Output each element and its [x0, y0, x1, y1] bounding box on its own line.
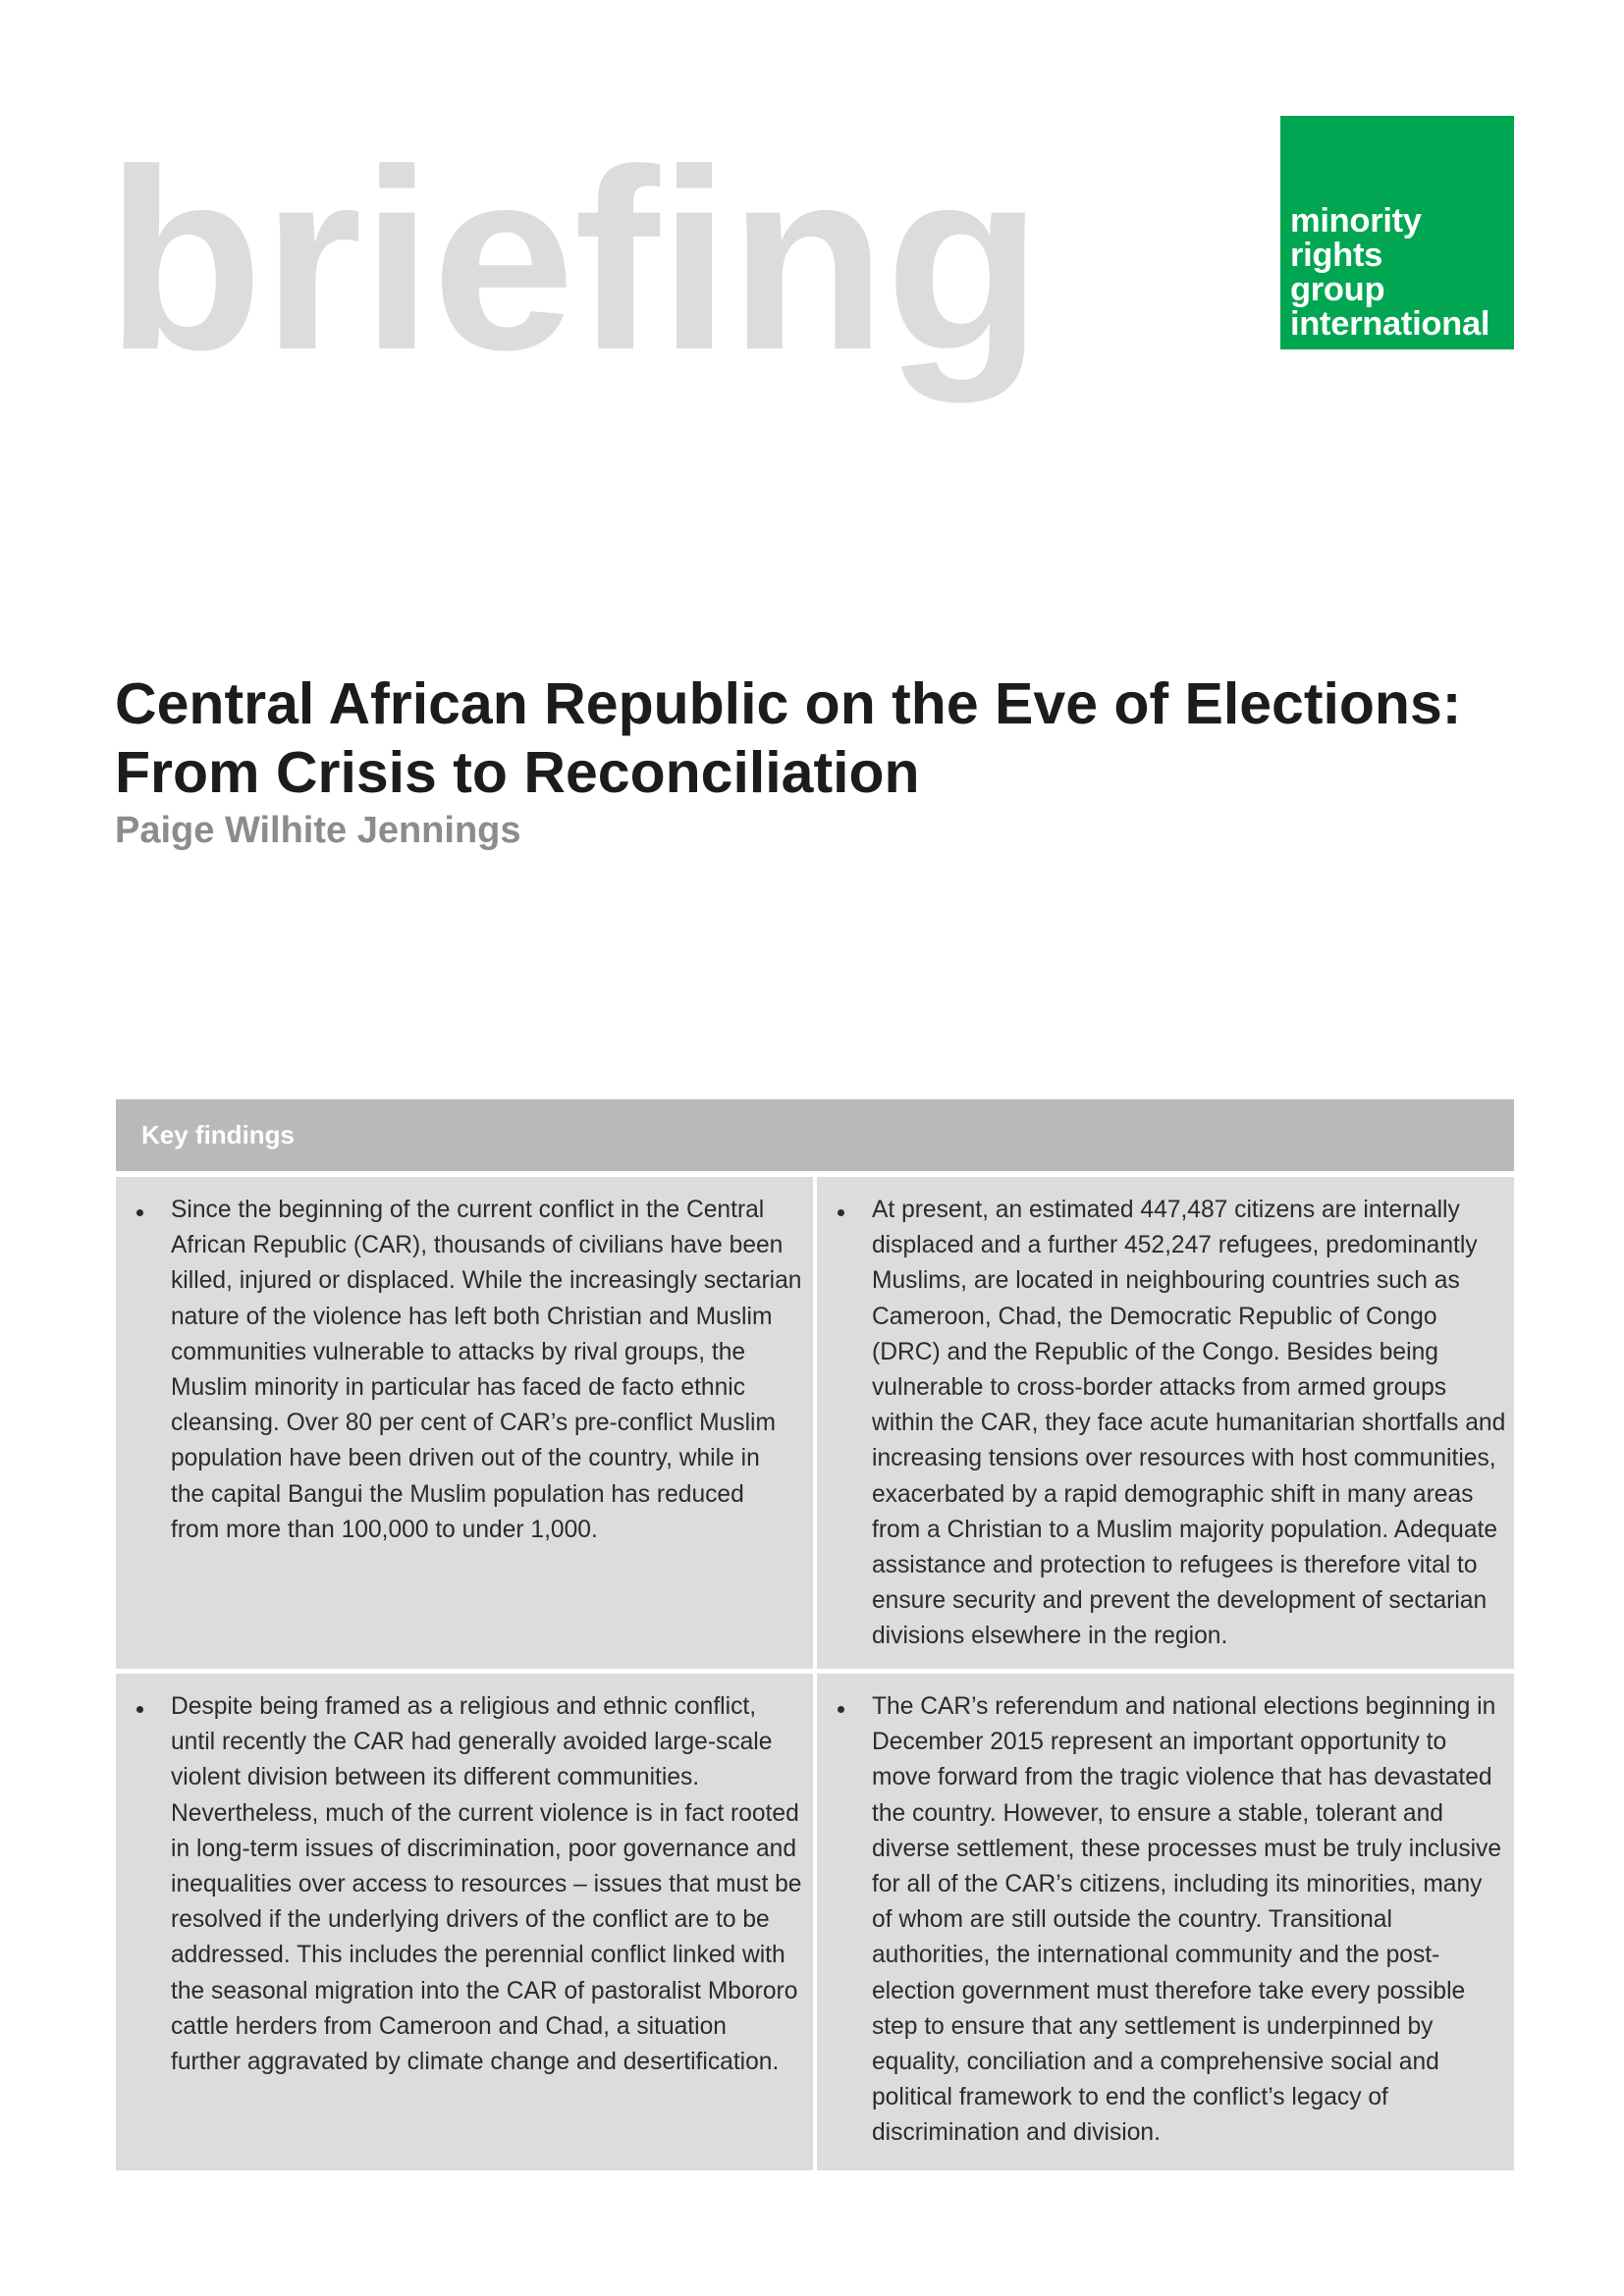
finding-text-line: diverse settlement, these processes must be truly inclusive — [872, 1835, 1502, 1862]
finding-text-line: nature of the violence has left both Christian and Muslim — [171, 1303, 773, 1330]
finding-text-line: The CAR’s referendum and national elections beginning in — [872, 1693, 1496, 1720]
finding-text-line: for all of the CAR’s citizens, including its minorities, many — [872, 1871, 1483, 1898]
key-finding-item — [817, 1674, 1514, 2170]
wordmark-text: briefing — [106, 116, 1042, 403]
finding-text-line: displaced and a further 452,247 refugees, predominantly — [872, 1232, 1478, 1259]
bullet-icon — [838, 1706, 844, 1713]
finding-text-line: the capital Bangui the Muslim population has reduced — [171, 1480, 744, 1508]
bullet-icon — [136, 1209, 143, 1216]
finding-text-line: ensure security and prevent the development of sectarian — [872, 1587, 1488, 1615]
logo-text — [1290, 204, 1489, 342]
finding-text-line: exacerbated by a rapid demographic shift in many areas — [872, 1480, 1474, 1508]
mrg-logo — [1280, 116, 1514, 349]
logo-text-line: minority — [1290, 202, 1422, 240]
finding-text-line: cleansing. Over 80 per cent of CAR’s pre-conflict Muslim — [171, 1410, 776, 1437]
finding-text-line: from more than 100,000 to under 1,000. — [171, 1516, 598, 1543]
finding-text-line: of whom are still outside the country. Transitional — [872, 1906, 1392, 1934]
finding-text-line: in long-term issues of discrimination, poor governance and — [171, 1835, 797, 1862]
bullet-icon — [136, 1706, 143, 1713]
finding-text-line: equality, conciliation and a comprehensive social and — [872, 2049, 1439, 2076]
briefing-wordmark — [0, 0, 1080, 422]
finding-text-line: At present, an estimated 447,487 citizens are internally — [872, 1197, 1460, 1223]
finding-text-line: divisions elsewhere in the region. — [872, 1623, 1228, 1650]
finding-text — [872, 1689, 1514, 2152]
finding-text-line: increasing tensions over resources with host communities, — [872, 1445, 1496, 1472]
key-findings-panel — [116, 1099, 1514, 2170]
finding-text-line: the country. However, to ensure a stable, tolerant and — [872, 1799, 1443, 1827]
finding-text-line: inequalities over access to resources – issues that must be — [171, 1871, 802, 1898]
finding-text-line: the seasonal migration into the CAR of pastoralist Mbororo — [171, 1977, 798, 2004]
finding-text-line: from a Christian to a Muslim majority population. Adequate — [872, 1516, 1498, 1543]
finding-text — [872, 1193, 1514, 1655]
finding-text-line: discrimination and division. — [872, 2119, 1161, 2147]
finding-text-line: assistance and protection to refugees is therefore vital to — [872, 1552, 1478, 1579]
finding-text-line: further aggravated by climate change and desertification. — [171, 2049, 780, 2076]
finding-text-line: communities vulnerable to attacks by rival groups, the — [171, 1338, 746, 1365]
key-findings-heading: Key findings — [141, 1120, 296, 1149]
finding-text-line: African Republic (CAR), thousands of civilians have been — [171, 1232, 784, 1259]
finding-text-line: Since the beginning of the current conflict in the Central — [171, 1197, 765, 1223]
finding-text-line: addressed. This includes the perennial conflict linked with — [171, 1942, 785, 1969]
finding-text-line: cattle herders from Cameroon and Chad, a situation — [171, 2012, 727, 2040]
key-finding-item — [817, 1177, 1514, 1669]
finding-text-line: step to ensure that any settlement is underpinned by — [872, 2012, 1434, 2040]
report-title: Central African Republic on the Eve of Elections: From Crisis to Reconciliation — [115, 671, 1462, 805]
finding-text-line: Cameroon, Chad, the Democratic Republic of Congo — [872, 1303, 1437, 1330]
logo-text-line: rights — [1290, 237, 1383, 274]
finding-text-line: Muslims, are located in neighbouring countries such as — [872, 1267, 1460, 1295]
key-findings-header — [116, 1099, 1514, 1171]
finding-text-line: population have been driven out of the country, while in — [171, 1445, 760, 1472]
author-name: Paige Wilhite Jennings — [115, 810, 521, 851]
key-finding-item — [116, 1177, 813, 1669]
finding-text-line: December 2015 represent an important opportunity to — [872, 1729, 1447, 1756]
key-finding-item — [116, 1674, 813, 2170]
finding-text-line: Despite being framed as a religious and ethnic conflict, — [171, 1693, 757, 1720]
finding-text — [171, 1193, 813, 1548]
finding-text-line: (DRC) and the Republic of the Congo. Besides being — [872, 1338, 1438, 1365]
finding-text-line: vulnerable to cross-border attacks from armed groups — [872, 1374, 1447, 1402]
finding-text-line: Muslim minority in particular has faced de facto ethnic — [171, 1374, 746, 1402]
finding-text-line: political framework to end the conflict’s legacy of — [872, 2084, 1388, 2111]
key-findings-row — [116, 1674, 1514, 2170]
finding-text-line: move forward from the tragic violence that has devastated — [872, 1764, 1492, 1791]
finding-text-line: killed, injured or displaced. While the increasingly sectarian — [171, 1267, 802, 1295]
bullet-icon — [838, 1209, 844, 1216]
key-findings-row — [116, 1177, 1514, 1669]
finding-text-line: Nevertheless, much of the current violence is in fact rooted — [171, 1799, 799, 1827]
finding-text-line: until recently the CAR had generally avoided large-scale — [171, 1729, 773, 1756]
logo-text-line: international — [1290, 305, 1490, 343]
logo-text-line: group — [1290, 271, 1385, 308]
finding-text-line: violent division between its different communities. — [171, 1764, 700, 1791]
finding-text-line: resolved if the underlying drivers of the conflict are to be — [171, 1906, 770, 1934]
finding-text-line: within the CAR, they face acute humanitarian shortfalls and — [872, 1410, 1506, 1437]
finding-text — [171, 1689, 813, 2080]
finding-text-line: election government must therefore take every possible — [872, 1977, 1466, 2004]
finding-text-line: authorities, the international community and the post- — [872, 1942, 1440, 1969]
